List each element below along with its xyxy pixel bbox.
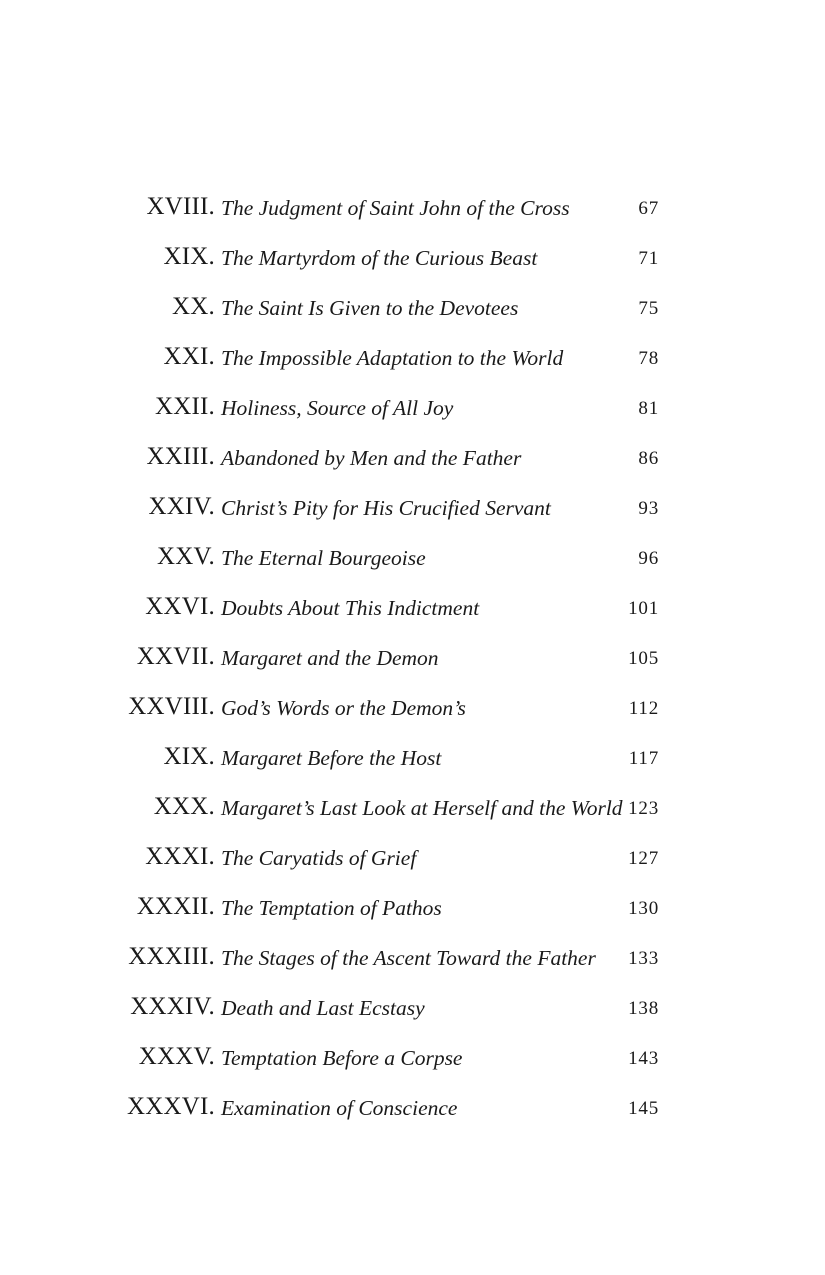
page-number: 133 — [628, 948, 659, 969]
chapter-title: Doubts About This Indictment — [221, 596, 480, 620]
chapter-numeral: XXXI. — [145, 843, 215, 870]
page-number: 143 — [628, 1048, 659, 1069]
toc-entry[interactable] — [0, 234, 825, 284]
chapter-numeral: XXXIII. — [128, 943, 215, 970]
toc-entry[interactable] — [0, 734, 825, 784]
toc-entry[interactable] — [0, 784, 825, 834]
chapter-numeral: XX. — [172, 293, 215, 320]
chapter-numeral: XXXIV. — [130, 993, 215, 1020]
toc-entry[interactable] — [0, 984, 825, 1034]
page-number: 138 — [628, 998, 659, 1019]
chapter-numeral: XXI. — [163, 343, 215, 370]
page-number: 81 — [638, 398, 659, 419]
toc-entry[interactable] — [0, 584, 825, 634]
chapter-title: Abandoned by Men and the Father — [221, 446, 522, 470]
page-number: 117 — [628, 748, 659, 769]
page-number: 86 — [638, 448, 659, 469]
page-number: 75 — [638, 298, 659, 319]
page-number: 127 — [628, 848, 659, 869]
page-number: 78 — [638, 348, 659, 369]
chapter-numeral: XIX. — [163, 243, 215, 270]
page-number: 67 — [638, 198, 659, 219]
chapter-numeral: XVIII. — [146, 193, 215, 220]
toc-entry[interactable] — [0, 334, 825, 384]
toc-entry[interactable] — [0, 384, 825, 434]
toc-entry[interactable] — [0, 434, 825, 484]
chapter-title: Temptation Before a Corpse — [221, 1046, 463, 1070]
page-number: 145 — [628, 1098, 659, 1119]
chapter-title: The Judgment of Saint John of the Cross — [221, 196, 570, 220]
chapter-title: The Stages of the Ascent Toward the Father — [221, 946, 596, 970]
chapter-numeral: XXVI. — [145, 593, 215, 620]
toc-entry[interactable] — [0, 484, 825, 534]
chapter-numeral: XXIV. — [148, 493, 215, 520]
chapter-title: Holiness, Source of All Joy — [221, 396, 454, 420]
page-number: 71 — [638, 248, 659, 269]
toc-entry[interactable] — [0, 834, 825, 884]
toc-entry[interactable] — [0, 684, 825, 734]
chapter-title: Death and Last Ecstasy — [221, 996, 425, 1020]
page-number: 105 — [628, 648, 659, 669]
chapter-title: The Eternal Bourgeoise — [221, 546, 426, 570]
chapter-title: The Caryatids of Grief — [221, 846, 417, 870]
toc-entry[interactable] — [0, 1034, 825, 1084]
chapter-title: The Temptation of Pathos — [221, 896, 442, 920]
chapter-title: Christ’s Pity for His Crucified Servant — [221, 496, 551, 520]
chapter-title: The Saint Is Given to the Devotees — [221, 296, 519, 320]
chapter-numeral: XXX. — [153, 793, 215, 820]
page-number: 112 — [628, 698, 659, 719]
page-number: 93 — [638, 498, 659, 519]
chapter-numeral: XIX. — [163, 743, 215, 770]
chapter-numeral: XXXV. — [138, 1043, 215, 1070]
chapter-numeral: XXIII. — [146, 443, 215, 470]
chapter-title: Margaret’s Last Look at Herself and the World — [221, 796, 623, 820]
toc-entry[interactable] — [0, 284, 825, 334]
page-number: 130 — [628, 898, 659, 919]
chapter-title: Margaret Before the Host — [221, 746, 442, 770]
table-of-contents — [0, 184, 825, 1134]
chapter-title: The Martyrdom of the Curious Beast — [221, 246, 538, 270]
chapter-title: The Impossible Adaptation to the World — [221, 346, 564, 370]
chapter-title: Margaret and the Demon — [221, 646, 439, 670]
chapter-numeral: XXVII. — [136, 643, 215, 670]
toc-entry[interactable] — [0, 884, 825, 934]
chapter-title: God’s Words or the Demon’s — [221, 696, 466, 720]
toc-entry[interactable] — [0, 934, 825, 984]
chapter-numeral: XXV. — [157, 543, 215, 570]
toc-entry[interactable] — [0, 184, 825, 234]
chapter-numeral: XXXVI. — [127, 1093, 215, 1120]
page-number: 101 — [628, 598, 659, 619]
chapter-title: Examination of Conscience — [221, 1096, 458, 1120]
toc-entry[interactable] — [0, 1084, 825, 1134]
page-number: 123 — [628, 798, 659, 819]
chapter-numeral: XXXII. — [136, 893, 215, 920]
page-number: 96 — [638, 548, 659, 569]
chapter-numeral: XXII. — [154, 393, 215, 420]
toc-entry[interactable] — [0, 534, 825, 584]
chapter-numeral: XXVIII. — [128, 693, 215, 720]
toc-entry[interactable] — [0, 634, 825, 684]
